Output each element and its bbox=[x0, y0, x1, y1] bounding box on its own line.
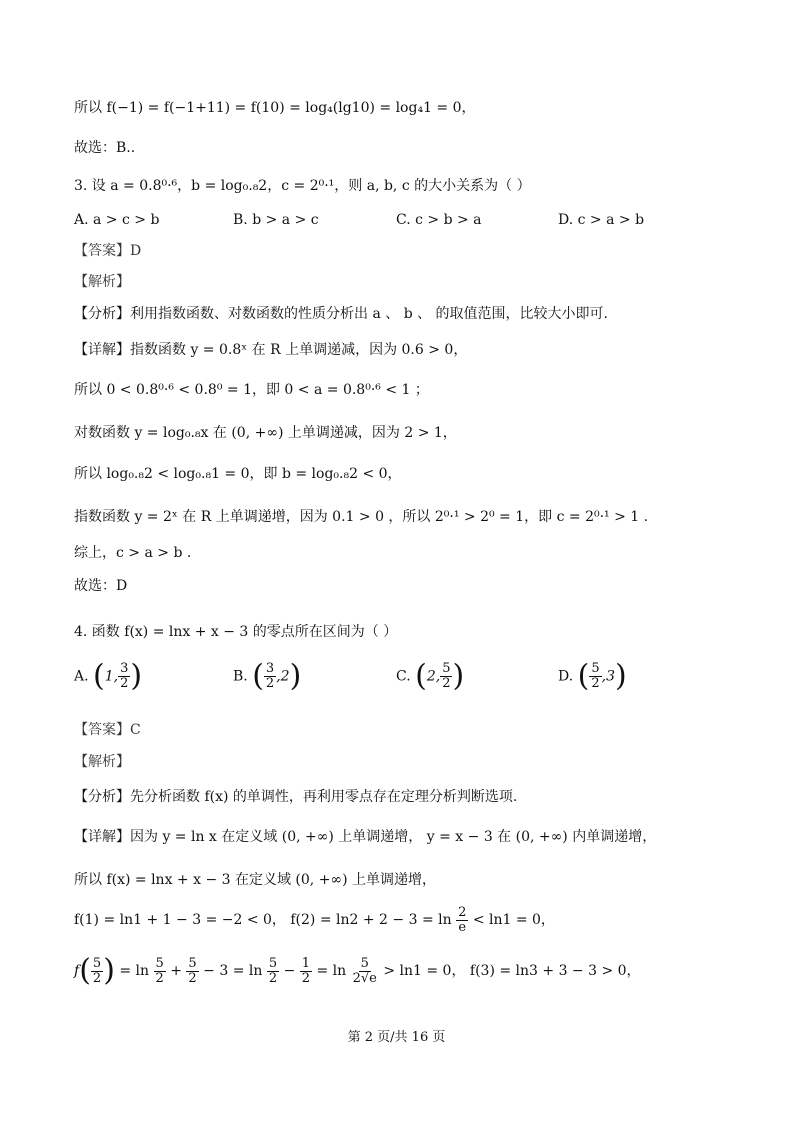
q3-option-c: C. c > b > a bbox=[396, 212, 482, 228]
q3-option-a: A. a > c > b bbox=[74, 212, 160, 228]
q3-detail: 【详解】指数函数 y = 0.8ˣ 在 R 上单调递减，因为 0.6 > 0， bbox=[74, 342, 468, 358]
q3-step: 所以 log₀.₈2 < log₀.₈1 = 0，即 b = log₀.₈2 < 0， bbox=[74, 466, 402, 482]
q4-analysis-heading: 【解析】 bbox=[74, 754, 130, 770]
q4-option-a: A. (1, $\frac{3}{2}$ ) bbox=[74, 658, 143, 694]
q3-answer: 【答案】D bbox=[74, 243, 142, 259]
q3-option-d: D. c > a > b bbox=[558, 212, 645, 228]
q3-option-b: B. b > a > c bbox=[233, 212, 319, 228]
q3-analysis-heading: 【解析】 bbox=[74, 274, 130, 290]
q3-step: 故选：D bbox=[74, 578, 128, 594]
question-3: 3. 设 a = 0.8⁰·⁶，b = log₀.₈2，c = 2⁰·¹，则 a, b, c 的大小关系为（ ） bbox=[74, 178, 531, 194]
q4-option-d: D. ( $\frac{5}{2}$ ,3) bbox=[558, 658, 627, 694]
q3-step: 指数函数 y = 2ˣ 在 R 上单调递增，因为 0.1 > 0 ，所以 2⁰·¹ > 2⁰ = 1，即 c = 2⁰·¹ > 1 . bbox=[74, 509, 649, 525]
text-line: 所以 f(−1) = f(−1+11) = f(10) = log₄(lg10) = log₄1 = 0， bbox=[74, 100, 476, 116]
q4-analysis: 【分析】先分析函数 f(x) 的单调性，再利用零点存在定理分析判断选项. bbox=[74, 789, 518, 805]
q3-step: 所以 0 < 0.8⁰·⁶ < 0.8⁰ = 1，即 0 < a = 0.8⁰·⁶ < 1 ； bbox=[74, 382, 429, 398]
text-line: 故选：B.. bbox=[74, 140, 136, 156]
q4-equation-2: f( $\frac{5}{2}$ ) = ln $\frac{5}{2}$ + $\frac{5}{2}$ − 3 = ln $\frac{5}{2}$ − $\frac{1}{2}$ = ln $\frac{5}{2√e}$ > ln1 = 0， f(3) = ln3 + 3 − 3 > 0， bbox=[74, 953, 641, 988]
q3-step: 对数函数 y = log₀.₈x 在 (0, +∞) 上单调递减，因为 2 > 1， bbox=[74, 425, 457, 441]
q4-option-b: B. ( $\frac{3}{2}$ ,2) bbox=[233, 658, 302, 694]
q3-analysis: 【分析】利用指数函数、对数函数的性质分析出 a 、 b 、 的取值范围，比较大小即可. bbox=[74, 306, 609, 322]
q4-answer: 【答案】C bbox=[74, 722, 141, 738]
q4-option-c: C. (2, $\frac{5}{2}$ ) bbox=[396, 658, 465, 694]
q4-detail: 【详解】因为 y = ln x 在定义域 (0, +∞) 上单调递增， y = x − 3 在 (0, +∞) 内单调递增， bbox=[74, 829, 657, 845]
q4-step: 所以 f(x) = lnx + x − 3 在定义域 (0, +∞) 上单调递增， bbox=[74, 872, 437, 888]
page-footer: 第 2 页/共 16 页 bbox=[347, 1030, 446, 1045]
q4-equation-1: f(1) = ln1 + 1 − 3 = −2 < 0， f(2) = ln2 + 2 − 3 = ln $\frac{2}{e}$ < ln1 = 0， bbox=[74, 904, 555, 935]
q3-step: 综上，c > a > b . bbox=[74, 545, 192, 561]
question-4: 4. 函数 f(x) = lnx + x − 3 的零点所在区间为（ ） bbox=[74, 624, 398, 640]
